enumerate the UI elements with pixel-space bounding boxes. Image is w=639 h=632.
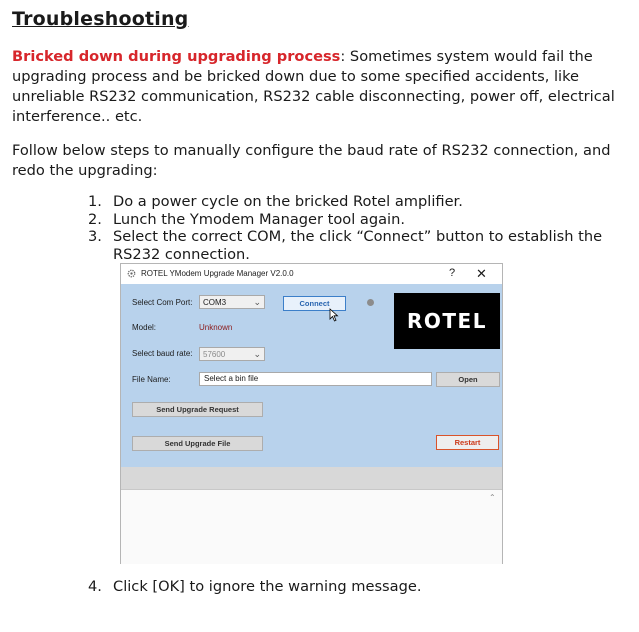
issue-heading: Bricked down during upgrading process [12,48,341,65]
file-name-label: File Name: [132,375,171,384]
chevron-down-icon: ⌄ [253,297,261,307]
instructions-paragraph: Follow below steps to manually configure the baud rate of RS232 connection, and redo the upgrading: [12,142,611,179]
intro-paragraph [12,47,627,127]
step-number: 4. [88,578,102,595]
step-number: 1. [88,193,102,210]
list-item [88,193,628,211]
issue-description: : Sometimes system would fail the upgrading process and be bricked down due to some specified accidents, like unreliable RS232 communication, RS232 cable disconnecting, power off, electrical interference.. etc. [12,48,615,125]
baud-rate-label: Select baud rate: [132,349,193,358]
mouse-pointer-icon [329,308,339,322]
scroll-up-icon[interactable]: ⌃ [489,493,496,502]
model-value: Unknown [199,323,233,332]
step-text: Lunch the Ymodem Manager tool again. [113,210,406,228]
baud-rate-select[interactable] [199,347,265,361]
send-upgrade-file-button[interactable]: Send Upgrade File [132,436,263,451]
step-text: Do a power cycle on the bricked Rotel amplifier. [113,193,463,210]
step-number: 2. [88,210,102,228]
list-item [88,578,421,595]
gear-icon [127,269,136,278]
restart-button[interactable]: Restart [436,435,499,450]
baud-rate-value: 57600 [203,350,226,359]
list-item [88,228,628,263]
connect-button[interactable]: Connect [283,296,346,311]
com-port-label: Select Com Port: [132,298,193,307]
send-upgrade-request-button[interactable]: Send Upgrade Request [132,402,263,417]
close-button[interactable]: ✕ [476,266,487,281]
model-label: Model: [132,323,157,332]
com-port-select[interactable] [199,295,265,309]
step-text: Click [OK] to ignore the warning message. [113,578,422,595]
list-item [88,211,628,229]
window-titlebar [121,264,502,284]
chevron-down-icon: ⌄ [253,349,261,359]
window-title: ROTEL YModem Upgrade Manager V2.0.0 [141,269,294,278]
app-window [120,263,503,564]
log-output-area [121,489,502,564]
help-button[interactable]: ? [449,267,456,279]
open-button[interactable]: Open [436,372,500,387]
connection-status-indicator [367,299,374,306]
main-panel [121,284,502,467]
rotel-logo: ROTEL [394,293,500,349]
com-port-value: COM3 [203,298,227,307]
steps-list [88,193,628,263]
file-name-field[interactable]: Select a bin file [199,372,432,386]
step-number: 3. [88,228,102,245]
page-title: Troubleshooting [12,8,189,30]
status-bar [121,467,502,489]
step-text: Select the correct COM, the click “Connect” button to establish the RS232 connection. [113,228,603,263]
